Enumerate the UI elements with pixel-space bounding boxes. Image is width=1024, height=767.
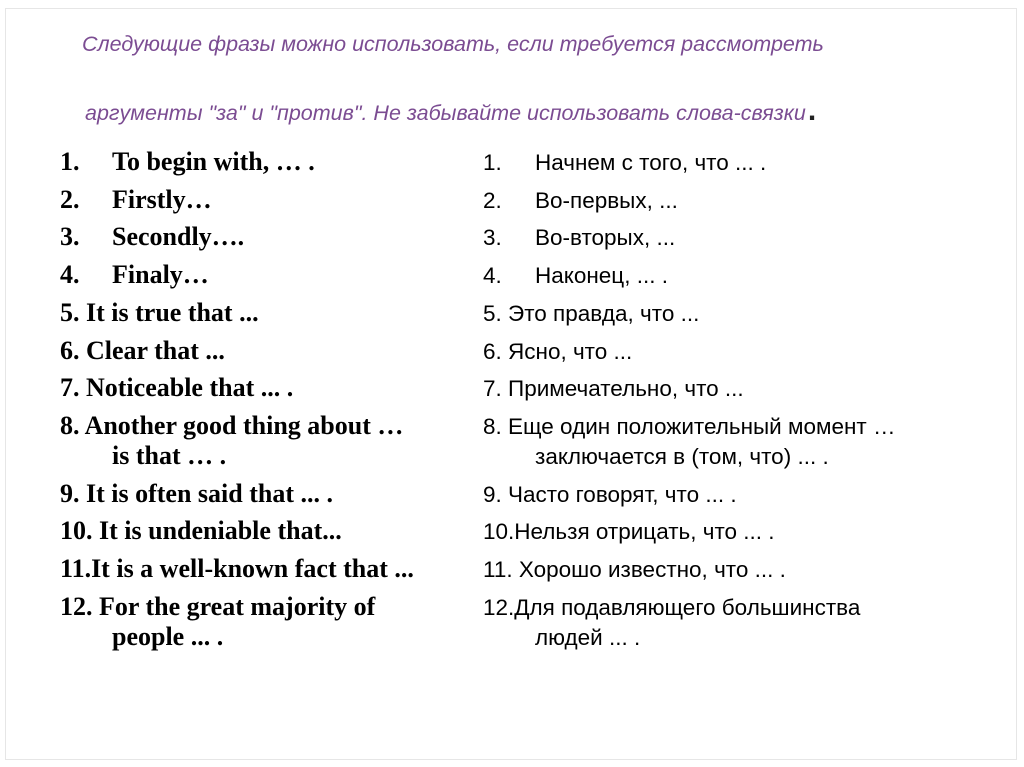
ru-item-8-cont: заключается в (том, что) ... .: [535, 444, 829, 469]
ru-item-3-text: Во-вторых, ...: [535, 225, 676, 250]
en-item-3: [60, 222, 244, 252]
en-item-8: 8. Another good thing about …: [60, 411, 404, 440]
ru-item-1-text: Начнем с того, что ... .: [535, 150, 767, 175]
ru-item-3: [483, 223, 675, 253]
en-item-1-text: To begin with, … .: [112, 147, 315, 176]
ru-item-2-text: Во-первых, ...: [535, 188, 678, 213]
en-item-12-cont: people ... .: [112, 622, 224, 651]
en-item-3-num: 3.: [60, 222, 80, 251]
heading-line-2-text: аргументы "за" и "против". Не забывайте использовать слова-связки: [85, 101, 806, 125]
en-item-6: 6. Clear that ...: [60, 336, 225, 365]
ru-item-4-num: 4.: [483, 263, 502, 288]
ru-item-6: 6. Ясно, что ...: [483, 339, 633, 364]
ru-item-8: 8. Еще один положительный момент …: [483, 414, 896, 439]
en-item-2-text: Firstly…: [112, 185, 212, 214]
ru-item-4-text: Наконец, ... .: [535, 263, 668, 288]
ru-item-4: [483, 261, 668, 291]
en-item-8-cont: is that … .: [112, 441, 227, 470]
ru-item-2: [483, 186, 678, 216]
en-item-3-text: Secondly….: [112, 222, 245, 251]
ru-item-9: 9. Часто говорят, что ... .: [483, 482, 737, 507]
heading-line-2: [85, 94, 1005, 128]
ru-item-1: [483, 148, 766, 178]
en-item-4-num: 4.: [60, 260, 80, 289]
heading-line-1: Следующие фразы можно использовать, если требуется рассмотреть: [82, 32, 824, 56]
en-item-11: 11.It is a well-known fact that ...: [60, 554, 414, 583]
en-item-1-num: 1.: [60, 147, 80, 176]
en-item-2-num: 2.: [60, 185, 80, 214]
ru-item-12: 12.Для подавляющего большинства: [483, 595, 861, 620]
ru-item-7: 7. Примечательно, что ...: [483, 376, 744, 401]
en-item-2: [60, 185, 212, 215]
ru-item-2-num: 2.: [483, 188, 502, 213]
ru-item-5: 5. Это правда, что ...: [483, 301, 700, 326]
en-item-7: 7. Noticeable that ... .: [60, 373, 294, 402]
ru-item-12-cont: людей ... .: [535, 625, 641, 650]
ru-item-10: 10.Нельзя отрицать, что ... .: [483, 519, 775, 544]
en-item-10: 10. It is undeniable that...: [60, 516, 342, 545]
en-item-4-text: Finaly…: [112, 260, 209, 289]
en-item-9: 9. It is often said that ... .: [60, 479, 334, 508]
ru-item-3-num: 3.: [483, 225, 502, 250]
en-item-1: [60, 147, 315, 177]
en-item-12: 12. For the great majority of: [60, 592, 376, 621]
heading-end-mark: .: [807, 94, 817, 127]
ru-item-11: 11. Хорошо известно, что ... .: [483, 557, 786, 582]
en-item-5: 5. It is true that ...: [60, 298, 259, 327]
en-item-4: [60, 260, 209, 290]
ru-item-1-num: 1.: [483, 150, 502, 175]
